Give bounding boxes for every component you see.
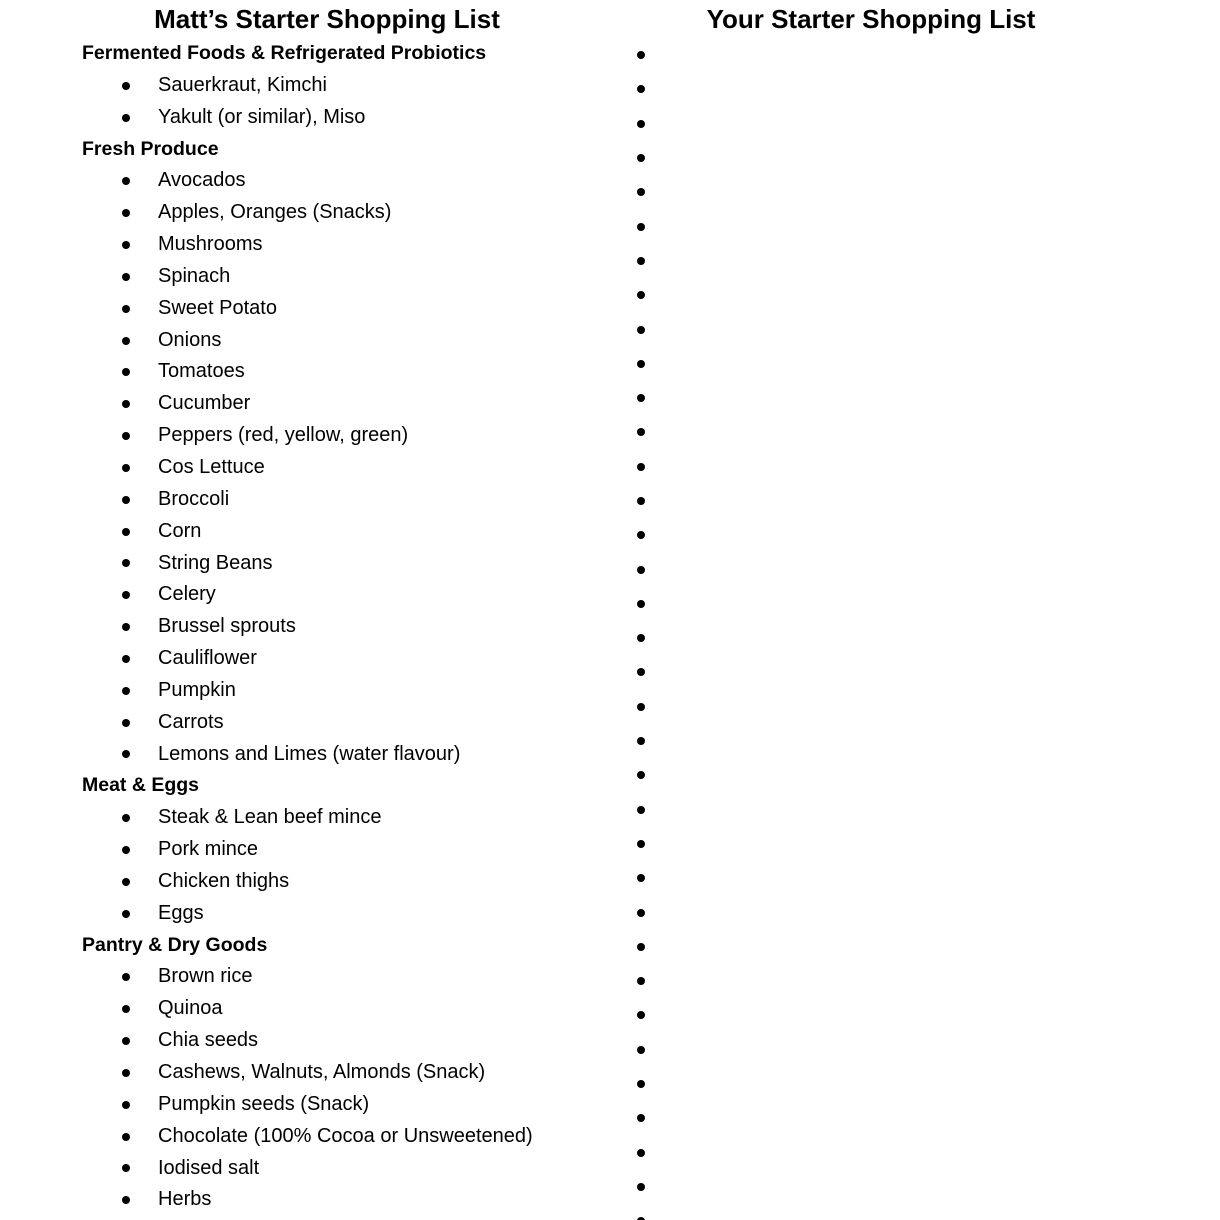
- list-item: [0, 961, 610, 993]
- list-item-label: Spinach: [158, 264, 231, 287]
- list-item-label: Peppers (red, yellow, green): [158, 424, 409, 447]
- bullet-icon: [122, 368, 130, 376]
- bullet-icon: [122, 719, 130, 727]
- bullet-icon: [637, 428, 645, 436]
- list-item-label: Onions: [158, 328, 222, 351]
- empty-bullet-row: [610, 1170, 1220, 1204]
- bullet-icon: [122, 1037, 130, 1045]
- empty-bullet-row: [610, 587, 1220, 621]
- bullet-icon: [122, 1164, 130, 1172]
- bullet-icon: [122, 1133, 130, 1141]
- empty-bullet-row: [610, 655, 1220, 689]
- bullet-icon: [637, 1114, 645, 1122]
- empty-bullet-row: [610, 175, 1220, 209]
- list-item: [0, 516, 610, 548]
- list-item-label: Eggs: [158, 901, 204, 924]
- empty-bullet-row: [610, 347, 1220, 381]
- list-item-label: Pumpkin: [158, 678, 236, 701]
- list-item: [0, 993, 610, 1025]
- empty-bullet-row: [610, 930, 1220, 964]
- bullet-icon: [122, 400, 130, 408]
- empty-bullet-row: [610, 998, 1220, 1032]
- bullet-icon: [637, 1080, 645, 1088]
- bullet-icon: [122, 305, 130, 313]
- bullet-icon: [122, 1101, 130, 1109]
- bullet-icon: [122, 1196, 130, 1204]
- list-item-label: Carrots: [158, 710, 224, 733]
- list-item-label: Mushrooms: [158, 233, 263, 256]
- list-item-label: Avocados: [158, 169, 246, 192]
- empty-bullet-row: [610, 793, 1220, 827]
- matts-shopping-list: [0, 38, 610, 1216]
- empty-bullet-row: [610, 861, 1220, 895]
- your-shopping-list: [610, 38, 1220, 1220]
- empty-bullet-row: [610, 381, 1220, 415]
- empty-bullet-row: [610, 690, 1220, 724]
- list-item-label: Corn: [158, 519, 202, 542]
- empty-bullet-row: [610, 450, 1220, 484]
- empty-bullet-row: [610, 1067, 1220, 1101]
- list-item: [0, 484, 610, 516]
- bullet-icon: [122, 496, 130, 504]
- list-item: [0, 611, 610, 643]
- bullet-icon: [122, 846, 130, 854]
- list-item-label: Yakult (or similar), Miso: [158, 105, 366, 128]
- bullet-icon: [637, 1149, 645, 1157]
- empty-bullet-row: [610, 484, 1220, 518]
- list-item-label: Apples, Oranges (Snacks): [158, 201, 392, 224]
- list-item: [0, 165, 610, 197]
- list-item-label: Cucumber: [158, 392, 251, 415]
- empty-bullet-row: [610, 758, 1220, 792]
- bullet-icon: [122, 1069, 130, 1077]
- bullet-icon: [637, 223, 645, 231]
- list-item: [0, 707, 610, 739]
- bullet-icon: [637, 977, 645, 985]
- list-item: [0, 802, 610, 834]
- list-item: [0, 1057, 610, 1089]
- bullet-icon: [122, 973, 130, 981]
- list-item-label: Cashews, Walnuts, Almonds (Snack): [158, 1061, 486, 1083]
- list-item-label: Broccoli: [158, 487, 230, 510]
- list-item-label: Celery: [158, 583, 216, 606]
- list-item-label: Chocolate (100% Cocoa or Unsweetened): [158, 1124, 533, 1147]
- list-item: [0, 1025, 610, 1057]
- bullet-icon: [637, 703, 645, 711]
- bullet-icon: [122, 1005, 130, 1013]
- empty-bullet-row: [610, 518, 1220, 552]
- list-item-label: Cauliflower: [158, 647, 257, 670]
- bullet-icon: [637, 188, 645, 196]
- bullet-icon: [637, 531, 645, 539]
- empty-bullet-row: [610, 1204, 1220, 1220]
- list-item-label: Lemons and Limes (water flavour): [158, 742, 461, 765]
- list-item: [0, 70, 610, 102]
- bullet-icon: [122, 910, 130, 918]
- bullet-icon: [122, 464, 130, 472]
- list-item-label: Chia seeds: [158, 1029, 259, 1052]
- bullet-icon: [122, 209, 130, 217]
- bullet-icon: [637, 154, 645, 162]
- left-list-title: Matt’s Starter Shopping List: [154, 4, 500, 34]
- empty-bullet-row: [610, 1101, 1220, 1135]
- list-item: [0, 834, 610, 866]
- empty-bullet-row: [610, 964, 1220, 998]
- empty-bullet-row: [610, 38, 1220, 72]
- bullet-icon: [637, 51, 645, 59]
- bullet-icon: [122, 273, 130, 281]
- bullet-icon: [637, 1183, 645, 1191]
- bullet-icon: [122, 82, 130, 90]
- list-item: [0, 675, 610, 707]
- list-item-label: Brown rice: [158, 965, 253, 988]
- bullet-icon: [122, 177, 130, 185]
- empty-bullet-row: [610, 552, 1220, 586]
- bullet-icon: [122, 878, 130, 886]
- bullet-icon: [122, 687, 130, 695]
- bullet-icon: [637, 1046, 645, 1054]
- list-item: [0, 229, 610, 261]
- empty-bullet-row: [610, 1033, 1220, 1067]
- empty-bullet-row: [610, 209, 1220, 243]
- bullet-icon: [637, 806, 645, 814]
- bullet-icon: [122, 432, 130, 440]
- list-item: [0, 898, 610, 930]
- bullet-icon: [637, 668, 645, 676]
- section-header: Pantry & Dry Goods: [82, 933, 268, 956]
- empty-bullet-row: [610, 415, 1220, 449]
- bullet-icon: [637, 737, 645, 745]
- list-item: [0, 388, 610, 420]
- bullet-icon: [637, 463, 645, 471]
- empty-bullet-row: [610, 621, 1220, 655]
- bullet-icon: [122, 591, 130, 599]
- list-item: [0, 293, 610, 325]
- bullet-icon: [637, 291, 645, 299]
- list-item-label: Pumpkin seeds (Snack): [158, 1092, 370, 1115]
- right-list-title: Your Starter Shopping List: [706, 4, 1036, 34]
- empty-bullet-row: [610, 1136, 1220, 1170]
- bullet-icon: [637, 600, 645, 608]
- bullet-icon: [637, 326, 645, 334]
- bullet-icon: [637, 360, 645, 368]
- list-item-label: Tomatoes: [158, 360, 245, 383]
- bullet-icon: [122, 559, 130, 567]
- bullet-icon: [637, 497, 645, 505]
- list-item: [0, 261, 610, 293]
- list-item: [0, 102, 610, 134]
- list-item: [0, 1184, 610, 1216]
- list-item-label: Steak & Lean beef mince: [158, 806, 382, 829]
- list-item: [0, 356, 610, 388]
- bullet-icon: [637, 909, 645, 917]
- bullet-icon: [637, 771, 645, 779]
- bullet-icon: [637, 257, 645, 265]
- bullet-icon: [122, 750, 130, 758]
- bullet-icon: [122, 623, 130, 631]
- empty-bullet-row: [610, 107, 1220, 141]
- bullet-icon: [637, 634, 645, 642]
- list-item: [0, 452, 610, 484]
- empty-bullet-row: [610, 141, 1220, 175]
- list-item: [0, 579, 610, 611]
- bullet-icon: [637, 566, 645, 574]
- list-item: [0, 197, 610, 229]
- your-list-column: [610, 0, 1220, 1220]
- list-item: [0, 548, 610, 580]
- matts-list-column: [0, 0, 610, 1216]
- bullet-icon: [637, 1011, 645, 1019]
- list-item-label: String Beans: [158, 551, 273, 574]
- list-item-label: Chicken thighs: [158, 869, 290, 892]
- empty-bullet-row: [610, 312, 1220, 346]
- list-item-label: Pork mince: [158, 838, 259, 861]
- bullet-icon: [122, 241, 130, 249]
- list-item: [0, 420, 610, 452]
- list-item-label: Sweet Potato: [158, 296, 277, 319]
- list-item-label: Iodised salt: [158, 1156, 260, 1179]
- empty-bullet-row: [610, 895, 1220, 929]
- list-item: [0, 1121, 610, 1153]
- section-header: Fermented Foods & Refrigerated Probiotics: [82, 42, 487, 64]
- bullet-icon: [637, 874, 645, 882]
- bullet-icon: [122, 114, 130, 122]
- bullet-icon: [637, 943, 645, 951]
- list-item: [0, 1089, 610, 1121]
- list-item: [0, 866, 610, 898]
- bullet-icon: [637, 394, 645, 402]
- bullet-icon: [122, 814, 130, 822]
- list-item: [0, 643, 610, 675]
- empty-bullet-row: [610, 724, 1220, 758]
- list-item-label: Herbs: [158, 1188, 212, 1211]
- list-item: [0, 325, 610, 357]
- bullet-icon: [637, 840, 645, 848]
- empty-bullet-row: [610, 278, 1220, 312]
- bullet-icon: [122, 337, 130, 345]
- list-item-label: Sauerkraut, Kimchi: [158, 73, 327, 96]
- empty-bullet-row: [610, 72, 1220, 106]
- section-header: Fresh Produce: [82, 137, 219, 160]
- bullet-icon: [122, 655, 130, 663]
- empty-bullet-row: [610, 244, 1220, 278]
- list-item: [0, 1153, 610, 1185]
- list-item-label: Quinoa: [158, 997, 223, 1020]
- bullet-icon: [122, 528, 130, 536]
- section-header: Meat & Eggs: [82, 774, 200, 797]
- bullet-icon: [637, 85, 645, 93]
- list-item: [0, 739, 610, 771]
- list-item-label: Brussel sprouts: [158, 615, 296, 638]
- list-item-label: Cos Lettuce: [158, 455, 265, 478]
- empty-bullet-row: [610, 827, 1220, 861]
- bullet-icon: [637, 120, 645, 128]
